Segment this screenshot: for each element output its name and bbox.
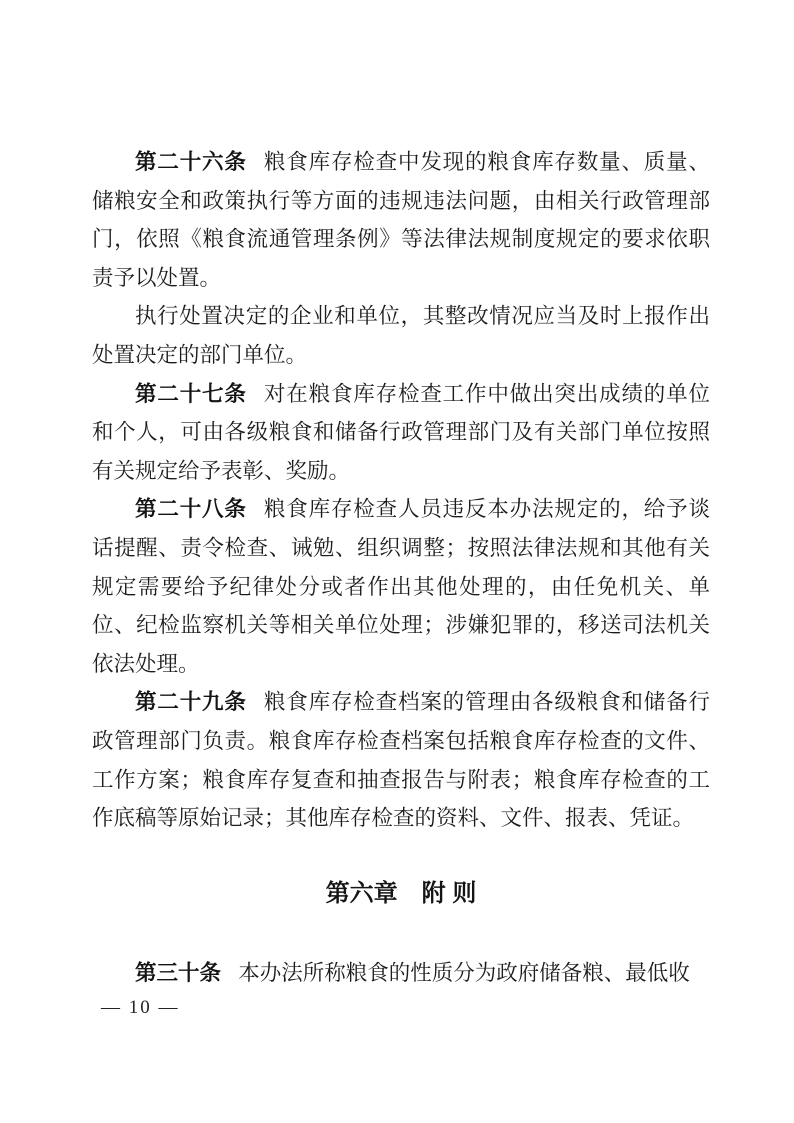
- article-28-text: 粮食库存检查人员违反本办法规定的，给予谈话提醒、责令检查、诫勉、组织调整；按照法律法规和其他有关规定需要给予纪律处分或者作出其他处理的，由任免机关、单位、纪检监察机关等相关单位处理；涉嫌犯罪的，移送司法机关依法处理。: [92, 497, 710, 676]
- page-number-text: — 10 —: [101, 997, 180, 1018]
- article-26-followup-text: 执行处置决定的企业和单位，其整改情况应当及时上报作出处置决定的部门单位。: [92, 304, 710, 367]
- article-30-number: 第三十条: [135, 960, 222, 985]
- page-number: [101, 995, 180, 1021]
- chapter-6-number: 第六章: [325, 879, 398, 907]
- article-29-text: 粮食库存检查档案的管理由各级粮食和储备行政管理部门负责。粮食库存检查档案包括粮食库存检查的文件、工作方案；粮食库存复查和抽查报告与附表；粮食库存检查的工作底稿等原始记录；其他库存检查的资料、文件、报表、凭证。: [92, 690, 710, 831]
- article-26-text: 粮食库存检查中发现的粮食库存数量、质量、储粮安全和政策执行等方面的违规违法问题，由相关行政管理部门，依照《粮食流通管理条例》等法律法规制度规定的要求依职责予以处置。: [92, 150, 710, 290]
- article-28-paragraph: [92, 490, 710, 683]
- article-29-number: 第二十九条: [135, 690, 247, 715]
- article-26-followup-paragraph: [92, 297, 710, 374]
- chapter-6-heading: [92, 874, 710, 914]
- article-30-text: 本办法所称粮食的性质分为政府储备粮、最低收: [238, 960, 690, 985]
- article-26-number: 第二十六条: [135, 150, 247, 174]
- article-28-number: 第二十八条: [135, 497, 247, 522]
- article-27-text: 对在粮食库存检查工作中做出突出成绩的单位和个人，可由各级粮食和储备行政管理部门及有关部门单位按照有关规定给予表彰、奖励。: [92, 381, 710, 483]
- chapter-6-title: 附 则: [421, 879, 477, 907]
- article-26-paragraph: [92, 143, 710, 297]
- article-29-paragraph: [92, 683, 710, 837]
- article-27-number: 第二十七条: [135, 381, 247, 406]
- article-30-paragraph: [92, 954, 710, 993]
- article-27-paragraph: [92, 375, 710, 491]
- document-body: [92, 143, 710, 992]
